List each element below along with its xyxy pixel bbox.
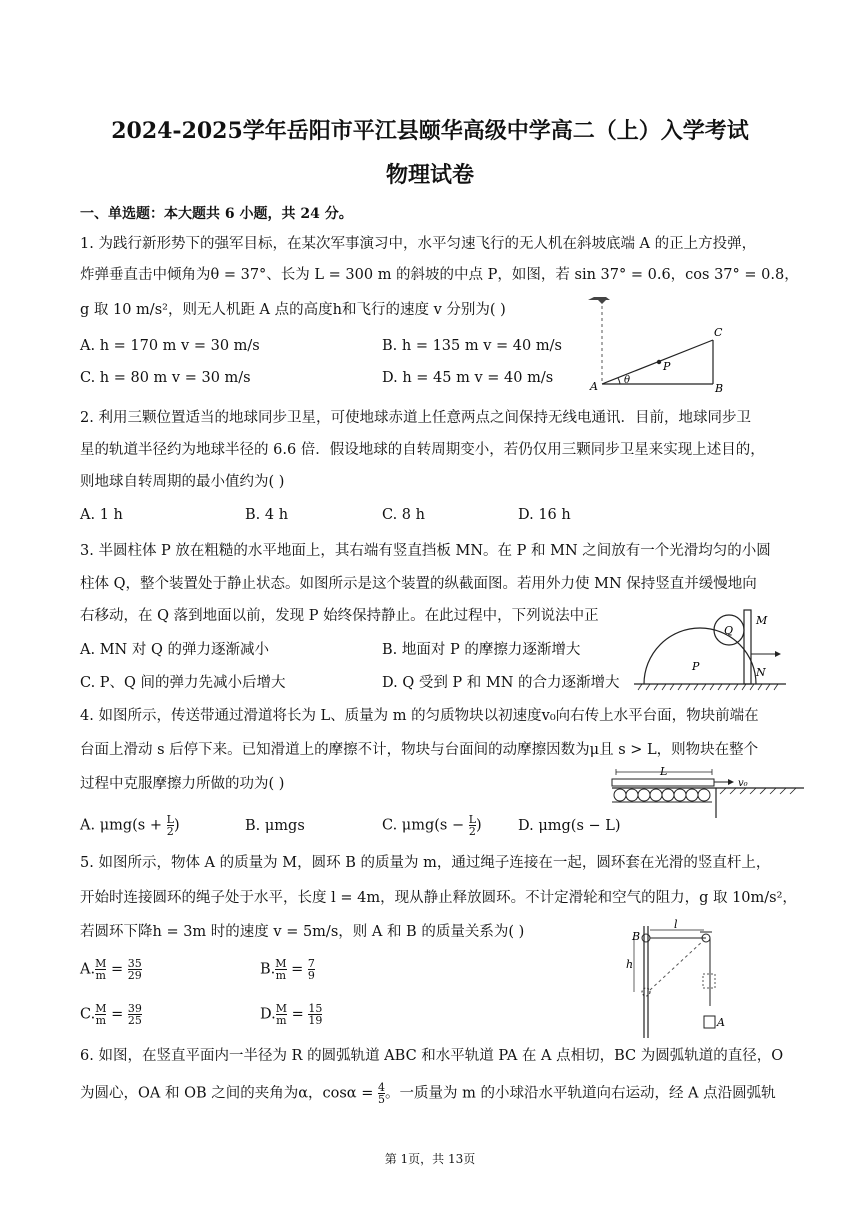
- label-M: M: [756, 614, 768, 627]
- q3-option-b: B. 地面对 P 的摩擦力逐渐增大: [382, 642, 581, 658]
- q1-text-line1: 1. 为践行新形势下的强军目标，在某次军事演习中，水平匀速飞行的无人机在斜坡底端 A 的正上方投弹，: [80, 236, 757, 252]
- q4-option-b: B. μmgs: [245, 818, 305, 834]
- label-A: A: [590, 380, 598, 393]
- q3-cylinder-figure: [630, 600, 790, 692]
- q5-text-line3: 若圆环下降h = 3m 时的速度 v = 5m/s，则 A 和 B 的质量关系为( ): [80, 924, 525, 940]
- fraction: $\frac{L}{2}$: [166, 813, 174, 838]
- q4-option-a: A. μmg(s + $\frac{L}{2}$ ): [80, 813, 180, 838]
- page-footer: 第 1页，共 13页: [384, 1152, 476, 1166]
- label-B: B: [632, 930, 641, 943]
- q1-text-line3: g 取 10 m/s²，则无人机距 A 点的高度h和飞行的速度 v 分别为( ): [80, 302, 506, 318]
- q5-option-b: B. $\frac{M}{m}$ = $\frac{7}{9}$: [260, 957, 315, 982]
- q5-text-line1: 5. 如图所示，物体 A 的质量为 M，圆环 B 的质量为 m，通过绳子连接在一起，圆环套在光滑的竖直杆上，: [80, 855, 771, 871]
- q3-text-line3: 右移动，在 Q 落到地面以前，发现 P 始终保持静止。在此过程中，下列说法中正: [80, 608, 599, 624]
- q3-option-c: C. P、Q 间的弹力先减小后增大: [80, 675, 286, 691]
- label-C: C: [714, 326, 723, 339]
- q3-option-d: D. Q 受到 P 和 MN 的合力逐渐增大: [382, 675, 620, 691]
- q4-option-c: C. μmg(s − $\frac{L}{2}$ ): [382, 813, 482, 838]
- exam-title-line1: 2024-2025学年岳阳市平江县颐华高级中学高二（上）入学考试: [111, 118, 749, 144]
- q2-option-d: D. 16 h: [518, 507, 571, 523]
- q5-option-c: C. $\frac{M}{m}$ = $\frac{39}{25}$: [80, 1002, 142, 1027]
- label-P: P: [692, 660, 700, 673]
- label-A: A: [717, 1016, 725, 1029]
- q1-option-a: A. h = 170 m v = 30 m/s: [80, 338, 260, 354]
- q2-option-b: B. 4 h: [245, 507, 289, 523]
- q1-option-b: B. h = 135 m v = 40 m/s: [382, 338, 562, 354]
- q2-option-c: C. 8 h: [382, 507, 425, 523]
- q2-text-line1: 2. 利用三颗位置适当的地球同步卫星，可使地球赤道上任意两点之间保持无线电通讯．目前，地球同步卫: [80, 410, 751, 426]
- q2-option-a: A. 1 h: [80, 507, 123, 523]
- q3-option-a: A. MN 对 Q 的弹力逐渐减小: [80, 642, 269, 658]
- section-heading: 一、单选题：本大题共 6 小题，共 24 分。: [80, 206, 353, 222]
- label-B: B: [715, 382, 724, 395]
- q2-text-line3: 则地球自转周期的最小值约为( ): [80, 474, 285, 490]
- q1-text-line2: 炸弹垂直击中倾角为θ = 37°、长为 L = 300 m 的斜坡的中点 P，如图，若 sin 37° = 0.6，cos 37° = 0.8，: [80, 267, 799, 283]
- fraction: $\frac{L}{2}$: [468, 813, 477, 838]
- q5-option-d: D. $\frac{M}{m}$ = $\frac{15}{19}$: [260, 1002, 323, 1027]
- q4-conveyor-figure: [608, 766, 804, 818]
- q3-text-line1: 3. 半圆柱体 P 放在粗糙的水平地面上，其右端有竖直挡板 MN。在 P 和 MN 之间放有一个光滑均匀的小圆: [80, 543, 771, 559]
- label-N: N: [756, 666, 766, 679]
- exam-title-line2: 物理试卷: [385, 162, 474, 188]
- label-h: h: [626, 958, 634, 971]
- q6-text-line1: 6. 如图，在竖直平面内一半径为 R 的圆弧轨道 ABC 和水平轨道 PA 在 A 点相切，BC 为圆弧轨道的直径，O: [80, 1048, 784, 1064]
- q6-text-line2: 为圆心，OA 和 OB 之间的夹角为α，cosα = $\frac{4}{5}$ 。一质量为 m 的小球沿水平轨道向右运动，经 A 点沿圆弧轨: [80, 1081, 776, 1106]
- q5-pulley-figure: [620, 918, 730, 1040]
- q4-text-line1: 4. 如图所示，传送带通过滑道将长为 L、质量为 m 的匀质物块以初速度v₀向右传上水平台面，物块前端在: [80, 708, 759, 724]
- q1-option-c: C. h = 80 m v = 30 m/s: [80, 370, 251, 386]
- label-l: l: [674, 918, 678, 931]
- q2-text-line2: 星的轨道半径约为地球半径的 6.6 倍．假设地球的自转周期变小，若仍仅用三颗同步卫星来实现上述目的，: [80, 442, 765, 458]
- q3-text-line2: 柱体 Q，整个装置处于静止状态。如图所示是这个装置的纵截面图。若用外力使 MN 保持竖直并缓慢地向: [80, 576, 757, 592]
- q5-option-a: A. $\frac{M}{m}$ = $\frac{35}{29}$: [80, 957, 142, 982]
- q4-text-line2: 台面上滑动 s 后停下来。已知滑道上的摩擦不计，物块与台面间的动摩擦因数为μ且 s > L，则物块在整个: [80, 742, 759, 758]
- q4-option-d: D. μmg(s − L): [518, 818, 621, 834]
- q1-option-d: D. h = 45 m v = 40 m/s: [382, 370, 554, 386]
- drone-icon: [588, 297, 610, 304]
- q5-text-line2: 开始时连接圆环的绳子处于水平，长度 l = 4m，现从静止释放圆环。不计定滑轮和空气的阻力，g 取 10m/s²，: [80, 890, 797, 906]
- label-P: P: [663, 360, 671, 373]
- label-v0: v₀: [738, 778, 748, 789]
- label-Q: Q: [724, 624, 734, 637]
- label-theta: θ: [624, 375, 631, 386]
- q1-slope-figure: [580, 292, 730, 396]
- q4-text-line3: 过程中克服摩擦力所做的功为( ): [80, 776, 285, 792]
- label-L: L: [660, 766, 668, 778]
